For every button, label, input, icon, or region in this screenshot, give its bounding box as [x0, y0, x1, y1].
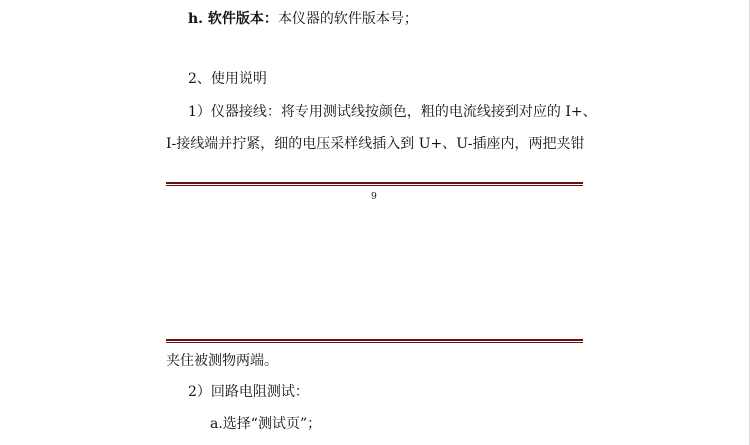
paragraph-continuation: 夹住被测物两端。 [166, 353, 278, 369]
header-rule [166, 339, 583, 343]
software-version-line [188, 10, 418, 28]
section-title-loop-resistance: 2）回路电阻测试： [188, 384, 309, 400]
step-a: a.选择“测试页”； [210, 416, 322, 432]
paragraph-wiring-line-1: 1）仪器接线：将专用测试线按颜色，粗的电流线接到对应的 I+、 [188, 104, 597, 120]
software-version-label: h. 软件版本： [188, 11, 278, 27]
footer-rule [166, 182, 583, 186]
page-number: 9 [371, 192, 377, 202]
section-title-usage: 2、使用说明 [188, 71, 267, 87]
paragraph-wiring-line-2: I-接线端并拧紧，细的电压采样线插入到 U+、U-插座内，两把夹钳 [166, 136, 585, 152]
software-version-text: 本仪器的软件版本号； [277, 11, 418, 27]
